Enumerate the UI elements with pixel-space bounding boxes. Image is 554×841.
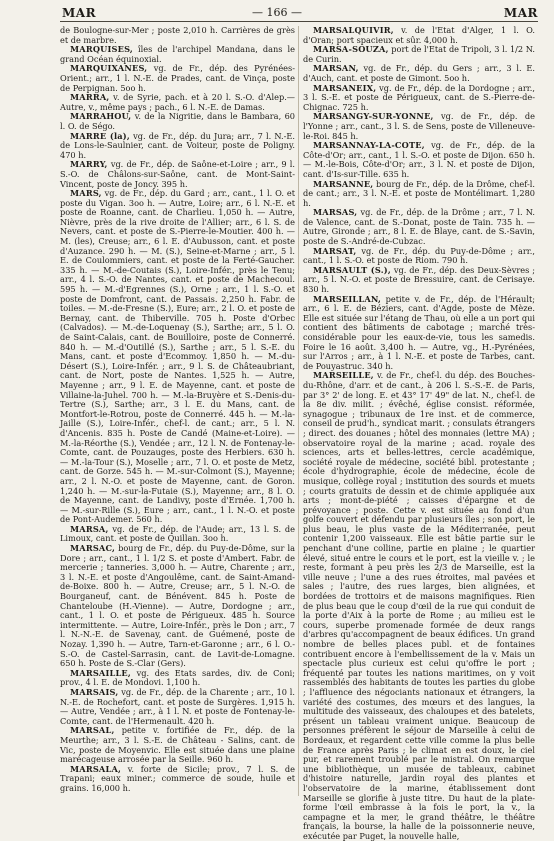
left-column bbox=[60, 26, 295, 796]
entry-text: bourg de Fr., dép. du Puy-de-Dôme, sur la Dore ; arr., cant., 1 l. 1/2 S. et poste d'Ambert. Fabr. de mercerie ; tanneries. 3,000 h. — Autre, Charente ; arr., 3 l. N.-E. et poste d'Angoulême, cant. de Saint-Amand-de-Boixe. 800 h. — Autre, Creuse; arr., 5 l. N.-O. de Bourganeuf, cant. de Bénévent. 845 h. Poste de Chanteloube (H.-Vienne). — Autre, Dordogne ; arr., cant., 1 l. O. et poste de Périgueux. 485 h. Source intermittente. — Autre, Loire-Infér., près le Don ; arr., 7 l. N.-N.-E. de Savenay, cant. de Guémené, poste de Nozay. 1,390 h. — Autre, Tarn-et-Garonne ; arr., 6 l. O.-S.-O. de Castel-Sarrasin, cant. de Lavit-de-Lomagne. 650 h. Poste de S.-Clar (Gers). bbox=[60, 543, 295, 669]
right-column bbox=[303, 25, 536, 841]
entry-text: petite v. de Fr., dép. de l'Hérault; arr., 6 l. E. de Béziers, cant. d'Agde, poste de Mèze. Elle est située sur l'étang de Thau, où elle a un port qui contient des bâtiments de cabotage ; marché très-considérable pour les eaux-de-vie, tous les samedis. Foire le 16 août. 3,400 h. — Autre, vg., H.-Pyrénées, sur l'Arros ; arr., à 1 l. N.-E. et poste de Tarbes, cant. de Pouyastruc. 340 h. bbox=[303, 293, 535, 371]
entry-text: vg. de Fr., dép. de la Côte-d'Or; arr., cant., 1 l. S.-O. et poste de Dijon. 650 h. — M.-le-Bois, Côte-d'Or; arr., 3 l. N. et poste de Dijon, cant. d'Is-sur-Tille. 635 h. bbox=[303, 140, 536, 179]
entry-text: vg. de Fr., dép. de la Dordogne ; arr., 3 l. S.-E. et poste de Périgueux, cant. de S.-Pierre-de-Chignac. 725 h. bbox=[303, 82, 535, 112]
entry-headword: MARSALQUIVIR, bbox=[313, 25, 394, 35]
entry-text: v. forte de Sicile; prov., 7 l. S. de Trapani; eaux miner.; commerce de soude, huile et grains. 16,000 h. bbox=[60, 763, 295, 793]
entry-text: vg. de Fr., dép. de Saône-et-Loire ; arr., 9 l. S.-O. de Châlons-sur-Saône, cant. de Mont-Saint-Vincent, poste de Joncy. 395 h. bbox=[60, 159, 296, 189]
entry-headword: MARS, bbox=[70, 188, 102, 199]
entry-text: v. de l'Etat d'Alger, 1 l. O. d'Oran; port spacieux et sûr. 4,000 h. bbox=[303, 25, 535, 45]
entry-text: îles de l'archipel Mandana, dans le grand Océan équinoxial. bbox=[60, 44, 295, 64]
entry-headword: MARSA-SOUZA, bbox=[313, 44, 389, 55]
dictionary-entry bbox=[60, 726, 295, 764]
entry-headword: MARSA, bbox=[70, 523, 109, 534]
entry-text: v. de Fr., chef-l. du dép. des Bouches-du-Rhône, d'arr. et de cant., à 206 l. S.-S.-E. de Paris, par 3° 2' de long. E. et 43° 17' 49" de lat. N., chef-l. de la 8e div. milit. ; évêché, église consist. réformée, synagogue ; tribunaux de 1re inst. et de commerce, conseil de prud'h., syndicat marit. ; consulats étrangers ; direct. des douanes ; hôtel des monnaies (lettre MA) ; observatoire royal de la marine ; acad. royale des sciences, arts et belles-lettres, cercle académique, société royale de médecine, société bibl. protestante ; école d'hydrographie, école de médecine, école de musique, collège royal ; institution des sourds et muets ; courts gratuits de dessin et de chimie appliquée aux arts ; mont-de-piété ; caisses d'épargne et de prévoyance ; poste. Cette v. est située au fond d'un golfe couvert et défendu par plusieurs îles ; son port, le plus beau, le plus vaste de la Méditerranée, peut contenir 1,200 vaisseaux. Elle est bâtie partie sur le penchant d'une colline, partie en plaine ; le quartier élevé, situé entre le cours et le port, est la vieille v. ; le reste, formant à peu près les 2/3 de Marseille, est la ville neuve ; l'une a des rues étroites, mal pavées et sales ; l'autre, des rues larges, bien alignées, et bordées de trottoirs et de maisons magnifiques. Rien de plus beau que le coup d'œil de la rue qui conduit de la porte d'Aix à la porte de Rome ; au milieu est le cours, superbe promenade formée de deux rangs d'arbres qu'accompagnent de beaux édifices. Un grand nombre de belles places publ. et de fontaines contribuent encore à l'embellissement de la v. Mais un spectacle plus curieux est celui qu'offre le port ; fréquenté par toutes les nations maritimes, on y voit rassemblés des habitants de toutes les parties du globe ; l'affluence des négociants nationaux et étrangers, la variété des costumes, des mœurs et des langues, la multitude des vaisseaux, des chaloupes et des batelets, présent un tableau vraiment unique. Beaucoup de personnes préfèrent le séjour de Marseille à celui de Bordeaux, et regardent cette ville comme la plus belle de France après Paris ; le climat en est doux, le ciel pur, et rarement troublé par le mistral. On remarque une bibliothèque, un musée de tableaux, cabinet d'histoire naturelle, jardin royal des plantes et l'observatoire de la marine, établissement dont Marseille se glorifie à juste titre. Du haut de la plate-forme l'œil embrasse à la fois le port, la v., la campagne et la mer, le grand théâtre, le théâtre français, la bourse, la halle de la poissonnerie neuve, exécutée par Puget, la nouvelle halle, bbox=[303, 370, 536, 841]
dictionary-entry bbox=[303, 295, 535, 372]
entry-headword: MARSANEIX, bbox=[313, 82, 377, 93]
dictionary-entry bbox=[60, 765, 295, 794]
dictionary-entry bbox=[303, 112, 535, 141]
dictionary-entry bbox=[60, 26, 295, 45]
dictionary-entry bbox=[303, 64, 535, 83]
dictionary-entry bbox=[60, 544, 295, 669]
dictionary-entry bbox=[60, 688, 295, 726]
dictionary-entry bbox=[303, 141, 535, 179]
entry-headword: MARSAL, bbox=[70, 725, 115, 736]
entry-text: petite v. fortifiée de Fr., dép. de la Meurthe; arr., 3 l. S.-E. de Château - Salins, cant. de Vic, poste de Moyenvic. Elle est située dans une plaine marécageuse arrosée par la Seille. 960 h. bbox=[60, 725, 295, 765]
page-header bbox=[8, 4, 546, 22]
entry-headword: MARRAHOU, bbox=[70, 111, 132, 122]
dictionary-entry bbox=[303, 247, 535, 266]
entry-text: de Boulogne-sur-Mer ; poste 2,010 h. Carrières de grès et de marbre. bbox=[60, 25, 295, 45]
dictionary-entry bbox=[60, 132, 295, 161]
entry-headword: MARQUIXANES, bbox=[70, 63, 148, 74]
entry-text: v. de Syrie, pach. et à 20 l. S.-O. d'Alep.— Autre, v., même pays ; pach., 6 l. N.-E. de Damas. bbox=[60, 92, 295, 112]
entry-text: vg. de Fr., dép. de la Charente ; arr., 10 l. N.-E. de Rochefort, cant. et poste de Surgères. 1,915 h. — Autre, Vendée ; arr., à 1 l. N. et poste de Fontenay-le-Comte, cant. de l'Hermenault. 420 h. bbox=[60, 686, 296, 726]
entry-text: vg. de Fr., dép. de l'Aude; arr., 13 l. S. de Limoux, cant. et poste de Quillan. 3oo h. bbox=[60, 523, 295, 544]
dictionary-entry bbox=[60, 160, 295, 189]
page-number: — 166 — bbox=[252, 6, 302, 19]
entry-headword: MARSAS, bbox=[313, 207, 358, 218]
entry-text: vg. de Fr., dép. de la Drôme ; arr., 7 l. N. de Valence, cant. de S.-Donat, poste de Tain. 735 h. — Autre, Gironde ; arr., 8 l. E. de Blaye, cant. de S.-Savin, poste de S.-André-de-Cubzac. bbox=[303, 207, 535, 247]
entry-text: vg. de Fr., dép. des Deux-Sèvres ; arr., 5 l. N.-O. et poste de Bressuire, cant. de Cerisaye. 830 h. bbox=[303, 264, 536, 295]
dictionary-entry bbox=[303, 208, 535, 246]
dictionary-entry bbox=[60, 112, 295, 131]
entry-headword: MARSANGY-SUR-YONNE, bbox=[313, 111, 434, 122]
dictionary-entry bbox=[303, 180, 535, 209]
entry-text: vg. de Fr., dép. du Gard ; arr., cant., 1 l. O. et poste du Vigan. 3oo h. — Autre, Loire; arr., 6 l. N.-E. et poste de Roanne, cant. de Charlieu. 1,050 h. — Autre, Nièvre, près de la rive droite de l'Allier; arr., 6 l. S. de Nevers, cant. et poste de S.-Pierre-le-Moutier. 400 h. — M. (les), Creuse; arr., 6 l. E. d'Aubusson, cant. et poste d'Auzance. 290 h. — M. (S.), Seine-et-Marne ; arr., 5 l. E. de Coulommiers, cant. et poste de la Ferté-Gaucher. 335 h. — M.-de-Coutais (S.), Loire-Infér., près le Tenu; arr., 4 l. S.-O. de Nantes, cant. et poste de Machecoul. 595 h. — M.-d'Egrennes (S.), Orne ; arr., 1 l. S.-O. et poste de Domfront, cant. de Passais. 2,250 h. Fabr. de toiles. — M.-de-Fresne (S.), Eure; arr., 2 l. O. et poste de Bernay, cant. de Thiberville. 705 h. Poste d'Orbec (Calvados). — M.-de-Loquenay (S.), Sarthe; arr., 5 l. O. de Saint-Calais, cant. de Bouilloire, poste de Connerré. 840 h. — M.-d'Outillé (S.), Sarthe ; arr., 5 l. S.-E. du Mans, cant. et poste d'Ecommoy. 1,850 h. — M.-du-Désert (S.), Loire-Infér. ; arr., 9 l. S. de Châteaubriant, cant. de Nort, poste de Nantes. 1,525 h. — Autre, Mayenne ; arr., 9 l. E. de Mayenne, cant. et poste de Villaine-la-Juhel. 700 h. — M.-la-Bruyère et S.-Denis-du-Tertre (S.), Sarthe; arr., 3 l. E. du Mans, cant. de Montfort-le-Rotrou, poste de Connerré. 445 h. — M.-la-Jaille (S.), Loire-Infér., chef-l. de cant.; arr., 5 l. N. d'Ancenis. 835 h. Poste de Candé (Maine-et-Loire). — M.-la-Réorthe (S.), Vendée ; arr., 12 l. N. de Fontenay-le-Comte, cant. de Pouzauges, poste des Herbiers. 630 h. — M.-la-Tour (S.), Moselle ; arr., 7 l. O. et poste de Metz, cant. de Gorze. 545 h. — M.-sur-Colmont (S.), Mayenne; arr., 2 l. N.-O. et poste de Mayenne, cant. de Goron. 1,240 h. — M.-sur-la-Futaie (S.), Mayenne; arr., 8 l. O. de Mayenne, cant. de Landivy, poste d'Ernée. 1,700 h. — M.-sur-Rille (S.), Eure ; arr., cant., 1 l. N.-O. et poste de Pont-Audemer. 560 h. bbox=[60, 188, 295, 525]
entry-headword: MARSEILLAN, bbox=[313, 293, 382, 304]
entry-headword: MARSEILLE, bbox=[313, 370, 374, 381]
dictionary-entry bbox=[60, 45, 295, 64]
dictionary-entry bbox=[60, 64, 295, 93]
entry-headword: MARSAT, bbox=[313, 245, 357, 256]
entry-text: vg. de Fr., dép. du Puy-de-Dôme ; arr., cant., 1 l. S.-O. et poste de Riom. 790 h. bbox=[303, 245, 535, 266]
dictionary-entry bbox=[303, 266, 535, 295]
entry-headword: MARRE (la), bbox=[70, 130, 130, 141]
dictionary-entry bbox=[303, 26, 535, 45]
entry-headword: MARSAIS, bbox=[70, 686, 119, 697]
header-rule bbox=[60, 21, 538, 22]
entry-headword: MARQUISES, bbox=[70, 44, 133, 55]
entry-headword: MARSAULT (S.), bbox=[313, 264, 391, 275]
dictionary-entry bbox=[60, 93, 295, 112]
dictionary-entry bbox=[60, 189, 295, 525]
entry-headword: MARSAN, bbox=[313, 63, 359, 74]
entry-headword: MARSAC, bbox=[70, 543, 116, 554]
entry-headword: MARSAILLE, bbox=[70, 667, 131, 678]
running-head-right: MAR bbox=[503, 6, 538, 20]
entry-text: vg. de Fr., dép. du Gers ; arr., 3 l. E. d'Auch, cant. et poste de Gimont. 5oo h. bbox=[303, 63, 535, 83]
dictionary-entry bbox=[303, 371, 535, 841]
dictionary-entry bbox=[303, 84, 535, 113]
entry-text: bourg de Fr., dép. de la Drôme, chef-l. de cant.; arr., 3 l. N.-E. et poste de Montélimart. 1,280 h. bbox=[303, 178, 535, 208]
entry-text: vg. de Fr., dép. du Jura; arr., 7 l. N.-E. de Lons-le-Saulnier, cant. de Voiteur, poste de Poligny. 470 h. bbox=[60, 130, 295, 160]
entry-headword: MARSANNE, bbox=[313, 178, 374, 189]
entry-headword: MARSALA, bbox=[70, 763, 122, 774]
running-head-left: MAR bbox=[62, 6, 97, 20]
entry-headword: MARRA, bbox=[70, 92, 110, 103]
entry-headword: MARSANNAY-LA-COTE, bbox=[313, 140, 425, 151]
entry-text: vg. de Fr., dép. de l'Yonne ; arr., cant., 3 l. S. de Sens, poste de Villeneuve-le-Roi. 845 h. bbox=[303, 111, 535, 141]
entry-text: v. de la Nigritie, dans le Bambara, 60 l. O. de Ségo. bbox=[60, 111, 295, 131]
dictionary-entry bbox=[303, 45, 535, 64]
entry-text: vg. de Fr., dép. des Pyrénées-Orient.; arr., 1 l. N.-E. de Prades, cant. de Vinça, poste de Perpignan. 5oo h. bbox=[60, 63, 295, 93]
entry-text: vg. des Etats sardes, div. de Coni; prov., 4 l. E. de Mondovi. 1,100 h. bbox=[60, 667, 295, 688]
entry-headword: MARRY, bbox=[70, 159, 108, 170]
column-divider bbox=[298, 26, 299, 796]
dictionary-entry bbox=[60, 525, 295, 544]
dictionary-entry bbox=[60, 669, 295, 688]
entry-text: port de l'Etat de Tripoli, 3 l. 1/2 N. de Curin. bbox=[303, 44, 536, 64]
